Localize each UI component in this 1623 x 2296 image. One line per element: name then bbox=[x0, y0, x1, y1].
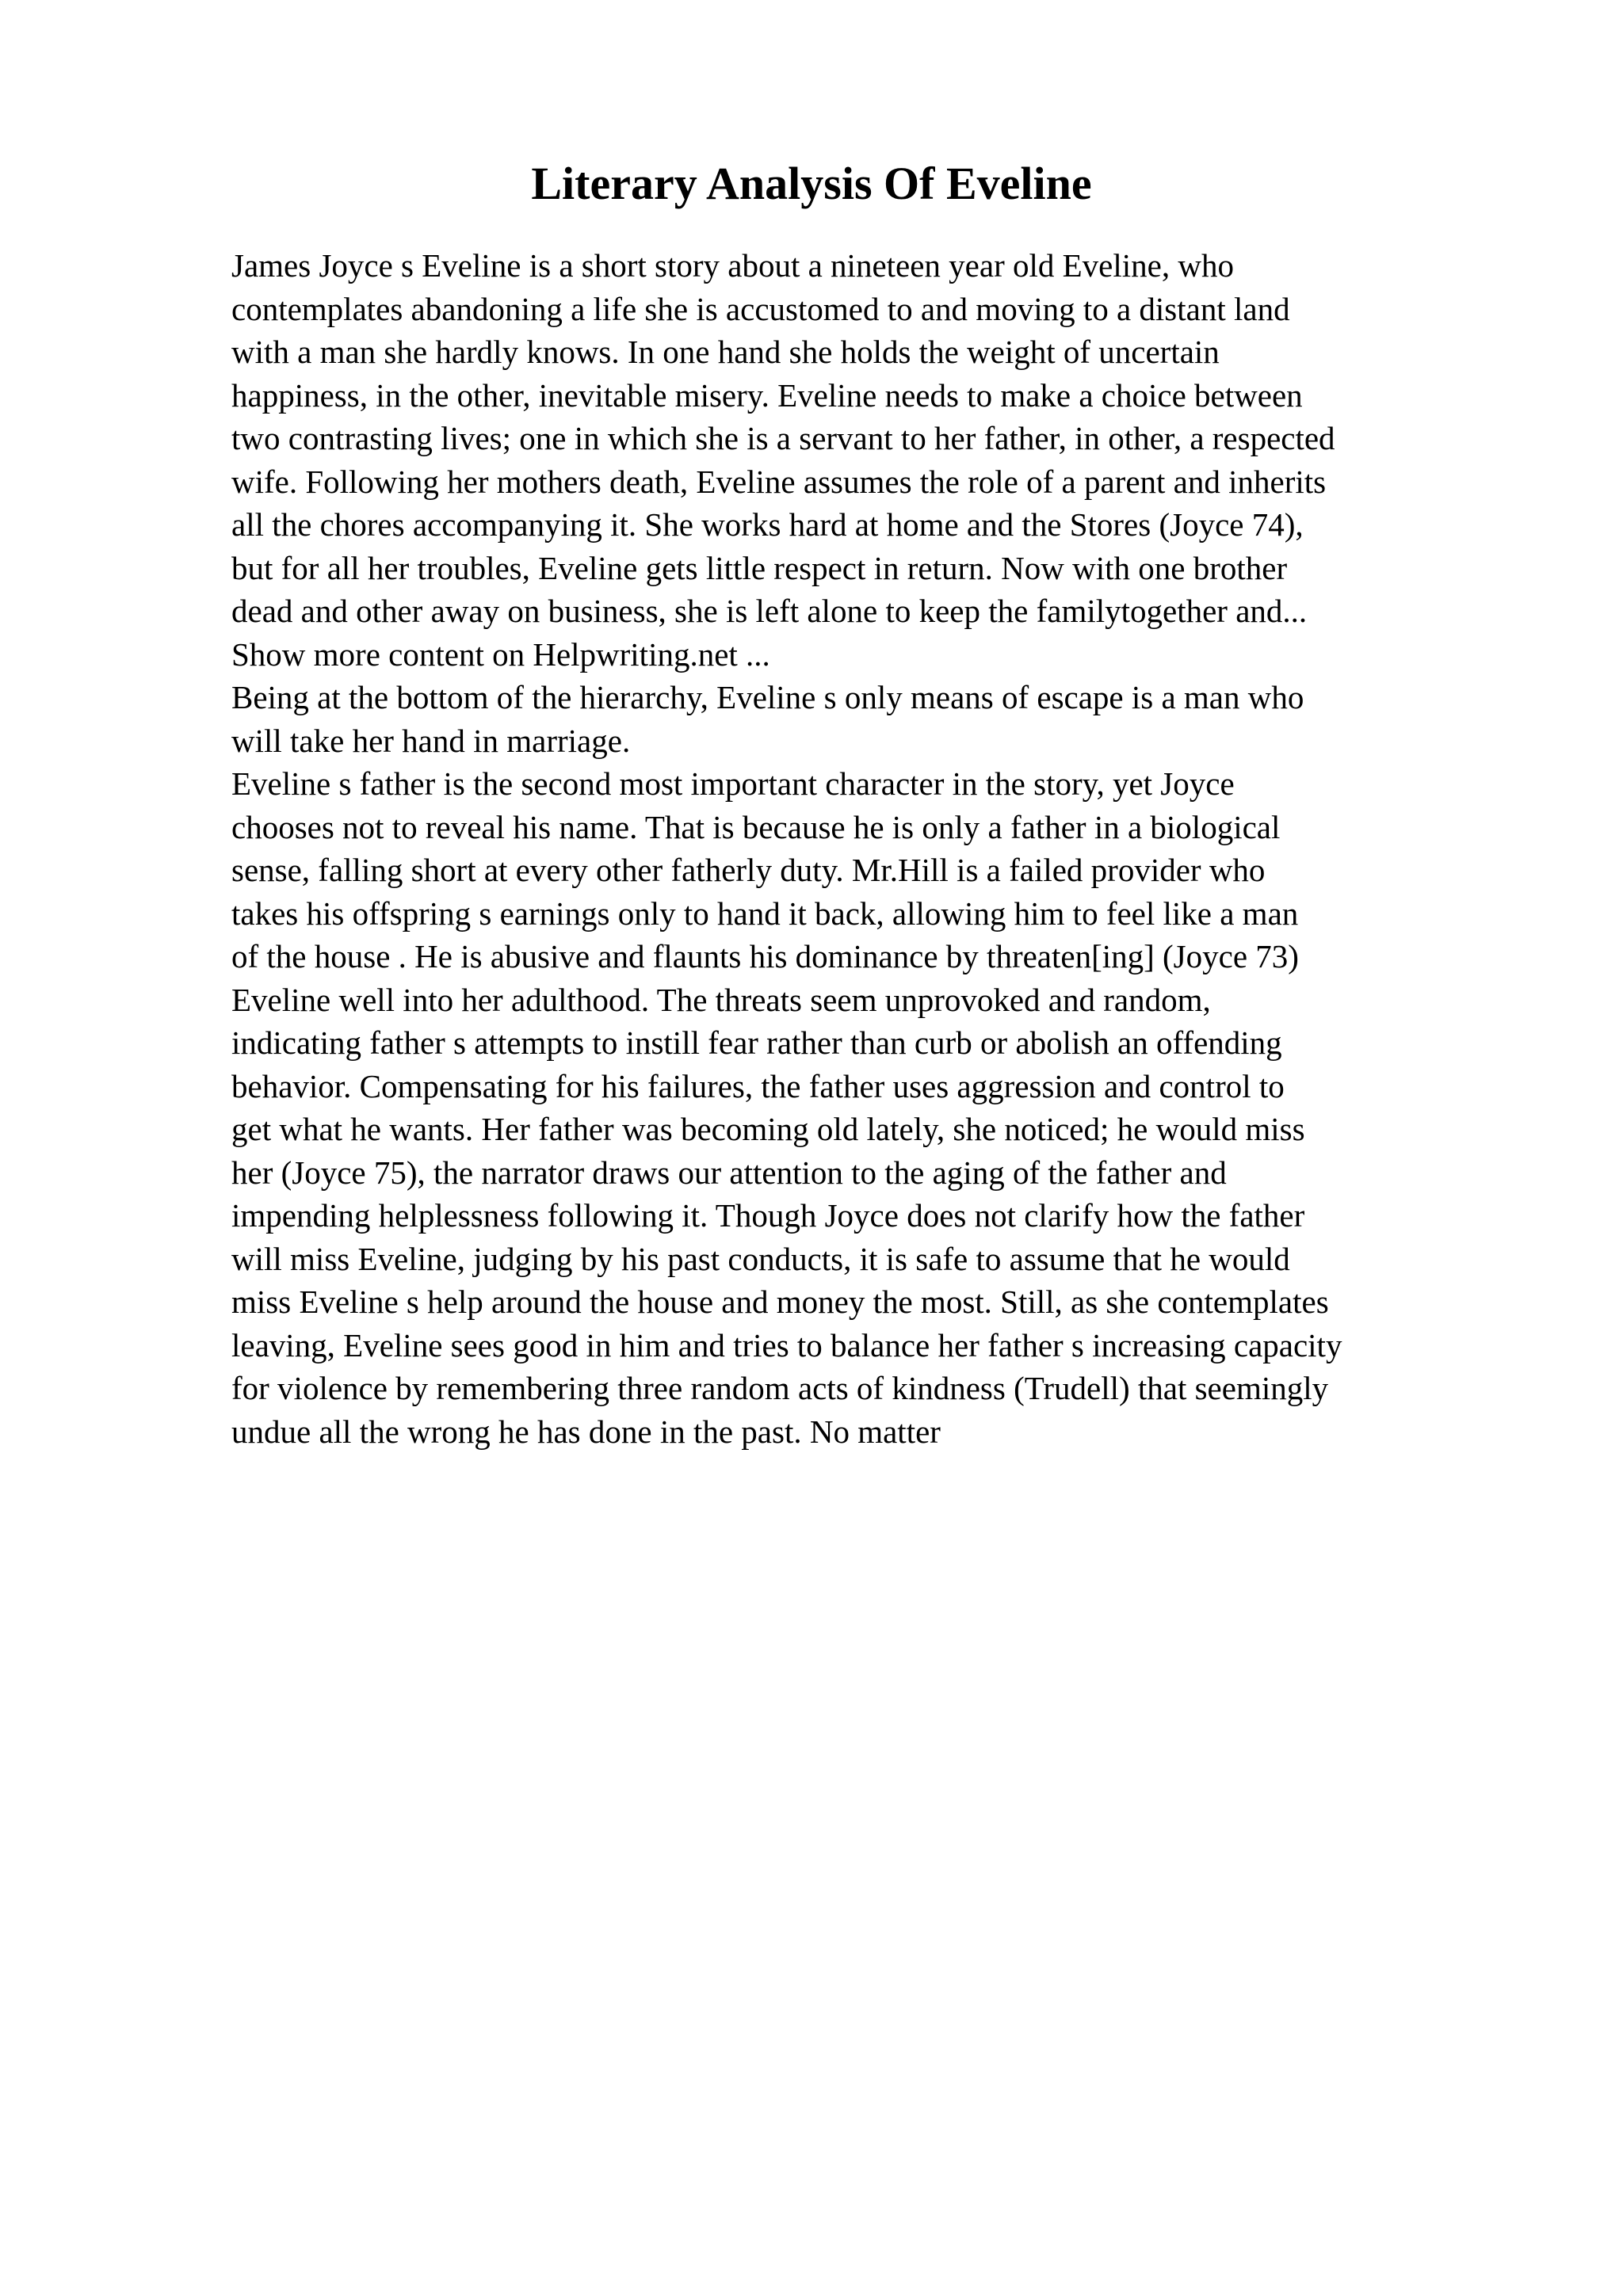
text-line: contemplates abandoning a life she is accustomed to and moving to a distant land bbox=[231, 290, 1290, 327]
text-line: Eveline s father is the second most important character in the story, yet Joyce bbox=[231, 765, 1235, 802]
text-line: two contrasting lives; one in which she is a servant to her father, in other, a respected bbox=[231, 420, 1335, 456]
page-title: Literary Analysis Of Eveline bbox=[531, 158, 1092, 209]
text-line: James Joyce s Eveline is a short story about a nineteen year old Eveline, who bbox=[231, 247, 1234, 284]
text-line: leaving, Eveline sees good in him and tries to balance her father s increasing capacity bbox=[231, 1326, 1342, 1363]
text-line: Eveline well into her adulthood. The threats seem unprovoked and random, bbox=[231, 981, 1211, 1018]
text-line: will take her hand in marriage. bbox=[231, 722, 631, 759]
text-line: takes his offspring s earnings only to hand it back, allowing him to feel like a man bbox=[231, 894, 1299, 932]
text-line: dead and other away on business, she is left alone to keep the familytogether and... bbox=[231, 593, 1308, 629]
text-line: undue all the wrong he has done in the past. No matter bbox=[231, 1413, 941, 1450]
text-line: with a man she hardly knows. In one hand she holds the weight of uncertain bbox=[231, 334, 1220, 370]
text-line: miss Eveline s help around the house and money the most. Still, as she contemplates bbox=[231, 1283, 1329, 1320]
text-line: wife. Following her mothers death, Eveline assumes the role of a parent and inherits bbox=[231, 463, 1327, 500]
text-line: happiness, in the other, inevitable misery. Eveline needs to make a choice between bbox=[231, 376, 1303, 414]
text-line: her (Joyce 75), the narrator draws our attention to the aging of the father and bbox=[231, 1154, 1227, 1191]
body-text bbox=[231, 244, 1515, 1453]
text-line: indicating father s attempts to instill fear rather than curb or abolish an offending bbox=[231, 1024, 1282, 1061]
text-line: sense, falling short at every other fatherly duty. Mr.Hill is a failed provider who bbox=[231, 852, 1266, 888]
text-line: but for all her troubles, Eveline gets little respect in return. Now with one brother bbox=[231, 549, 1288, 586]
text-line: Being at the bottom of the hierarchy, Eveline s only means of escape is a man who bbox=[231, 679, 1304, 715]
text-line: chooses not to reveal his name. That is because he is only a father in a biological bbox=[231, 808, 1281, 845]
text-line: for violence by remembering three random acts of kindness (Trudell) that seemingly bbox=[231, 1370, 1329, 1406]
text-line: of the house . He is abusive and flaunts his dominance by threaten[ing] (Joyce 73) bbox=[231, 938, 1299, 974]
text-line: impending helplessness following it. Though Joyce does not clarify how the father bbox=[231, 1197, 1305, 1234]
text-line: get what he wants. Her father was becoming old lately, she noticed; he would miss bbox=[231, 1111, 1305, 1147]
show-more-link[interactable]: Show more content on Helpwriting.net ... bbox=[231, 635, 770, 673]
text-line: behavior. Compensating for his failures, the father uses aggression and control to bbox=[231, 1067, 1285, 1104]
text-line: will miss Eveline, judging by his past conducts, it is safe to assume that he would bbox=[231, 1240, 1290, 1277]
text-line: all the chores accompanying it. She works hard at home and the Stores (Joyce 74), bbox=[231, 506, 1304, 543]
